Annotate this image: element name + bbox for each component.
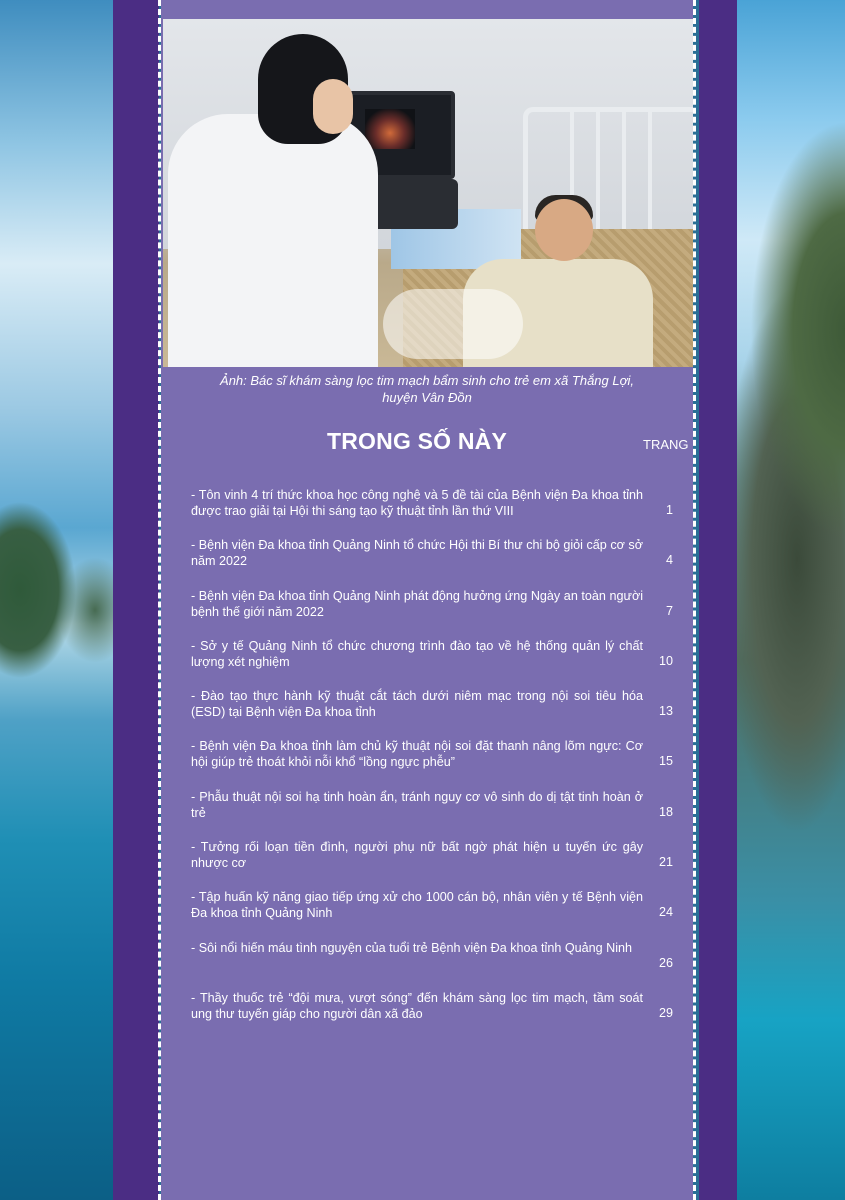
toc-item-title: - Tưởng rối loạn tiền đình, người phụ nữ bất ngờ phát hiện u tuyến ức gây nhược cơ [191,840,643,871]
toc-item-title: - Bệnh viện Đa khoa tỉnh làm chủ kỹ thuật nội soi đặt thanh nâng lõm ngực: Cơ hội giúp trẻ thoát khỏi nỗi khổ “lồng ngực phễu” [191,739,643,770]
toc-item-page: 7 [665,603,673,618]
background-scenery-left [0,0,113,1200]
border-column-left [113,0,159,1200]
toc-item-page: 26 [658,955,673,970]
toc-item-page: 29 [658,1005,673,1020]
toc-title: TRONG SỐ NÀY [326,428,508,454]
toc-item-title: - Tập huấn kỹ năng giao tiếp ứng xử cho 1000 cán bộ, nhân viên y tế Bệnh viện Đa khoa tỉnh Quảng Ninh [191,890,643,921]
toc-item-title: - Tôn vinh 4 trí thức khoa học công nghệ và 5 đề tài của Bệnh viện Đa khoa tỉnh được trao giải tại Hội thi sáng tạo kỹ thuật tỉnh lần thứ VIII [191,488,643,518]
toc-item[interactable] [191,588,691,638]
caption-line: huyện Vân Đồn [382,390,472,405]
toc-item[interactable] [191,638,691,688]
toc-item-title: - Thầy thuốc trẻ “đội mưa, vượt sóng” đến khám sàng lọc tim mạch, tầm soát ung thư tuyến giáp cho người dân xã đảo [191,990,643,1021]
background-scenery-right [737,0,845,1200]
border-column-right [699,0,737,1200]
toc-item[interactable] [191,487,691,537]
dashed-line-right [693,0,696,1200]
toc-item-page: 24 [658,905,673,920]
toc-item[interactable] [191,789,691,839]
toc-page-header: TRANG [643,437,689,452]
toc-item-title: - Sôi nổi hiến máu tình nguyện của tuổi trẻ Bệnh viện Đa khoa tỉnh Quảng Ninh [191,940,633,955]
toc-list [191,487,691,1040]
toc-item-page: 18 [658,804,673,819]
cover-photo [163,19,693,367]
toc-item-title: - Phẫu thuật nội soi hạ tinh hoàn ẩn, tránh nguy cơ vô sinh do dị tật tinh hoàn ở trẻ [191,789,643,820]
toc-item[interactable] [191,940,691,990]
toc-item[interactable] [191,990,691,1040]
toc-item[interactable] [191,738,691,788]
caption-line: Ảnh: Bác sĩ khám sàng lọc tim mạch bẩm sinh cho trẻ em xã Thắng Lợi, [220,373,634,388]
toc-item-page: 10 [658,653,673,668]
toc-item-page: 21 [658,855,673,870]
toc-item-title: - Bệnh viện Đa khoa tỉnh Quảng Ninh phát động hưởng ứng Ngày an toàn người bệnh thế giới năm 2022 [191,588,643,619]
toc-item[interactable] [191,537,691,587]
toc-item-page: 15 [658,754,673,769]
toc-item[interactable] [191,688,691,738]
doctor-figure [168,114,378,367]
toc-item[interactable] [191,839,691,889]
toc-item-page: 13 [658,704,673,719]
toc-item-title: - Bệnh viện Đa khoa tỉnh Quảng Ninh tổ chức Hội thi Bí thư chi bộ giỏi cấp cơ sở năm 2022 [191,538,643,569]
toc-item-page: 4 [665,553,673,568]
toc-item-title: - Sở y tế Quảng Ninh tổ chức chương trình đào tạo về hệ thống quản lý chất lượng xét nghiệm [191,638,643,669]
toc-item-page: 1 [665,503,673,517]
content-panel [161,0,693,1200]
toc-item[interactable] [191,889,691,939]
photo-caption [181,372,673,406]
toc-item-title: - Đào tạo thực hành kỹ thuật cắt tách dưới niêm mạc trong nội soi tiêu hóa (ESD) tại Bệnh viện Đa khoa tỉnh [191,689,643,720]
